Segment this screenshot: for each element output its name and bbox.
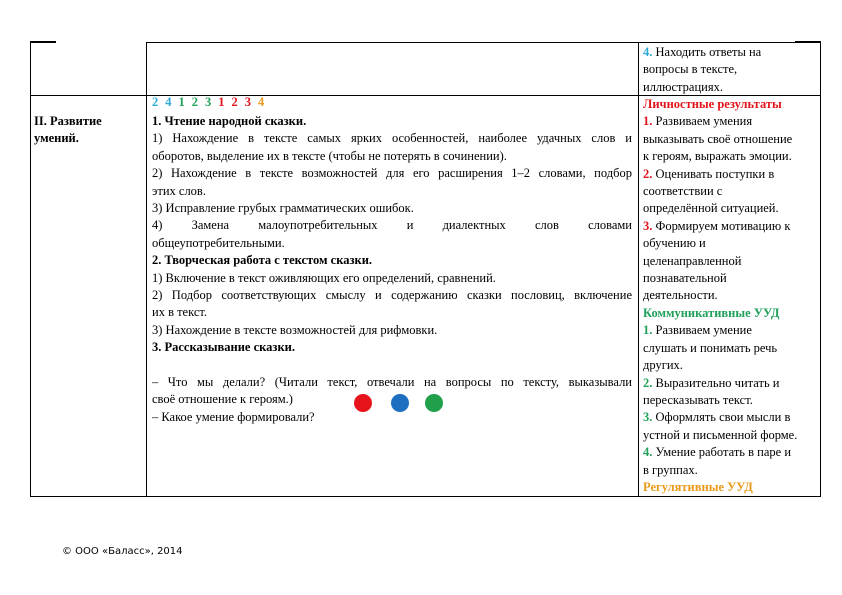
seq-num: 4 — [165, 95, 172, 109]
top-right-text-1: Находить ответы на — [655, 45, 762, 59]
number-sequence — [152, 95, 271, 110]
paragraph: оборотов, выделение их в тексте (чтобы не потерять в сочинении). — [152, 148, 507, 163]
result-text: деятельности. — [643, 288, 718, 303]
item-number: 4. — [643, 445, 653, 460]
stage-title-cont: умений. — [34, 131, 79, 146]
paragraph: 4) Замена малоупотребительных и диалектных слов словами — [152, 218, 632, 233]
seq-num: 2 — [191, 95, 198, 109]
seq-num: 4 — [258, 95, 265, 109]
item-number: 2. — [643, 166, 653, 181]
right-cell — [643, 96, 818, 496]
green-circle — [425, 394, 443, 412]
paragraph: 3) Исправление грубых грамматических ошибок. — [152, 201, 414, 216]
personal-results-heading: Личностные результаты — [643, 97, 782, 111]
result-text: пересказывать текст. — [643, 392, 753, 407]
item-number: 3. — [643, 410, 653, 425]
column-divider-1 — [146, 42, 147, 497]
paragraph: этих слов. — [152, 183, 206, 198]
spacer — [152, 357, 632, 374]
stage-title: II. Развитие — [34, 114, 102, 128]
middle-cell — [152, 113, 632, 426]
paragraph: общеупотребительными. — [152, 235, 285, 250]
item-number: 4. — [643, 45, 653, 59]
result-text: Умение работать в паре и — [655, 445, 792, 460]
result-text: в группах. — [643, 462, 698, 477]
top-right-text-2: вопросы в тексте, — [643, 62, 738, 77]
paragraph: своё отношение к героям.) — [152, 392, 293, 407]
seq-num: 1 — [178, 95, 185, 109]
table-top-border — [146, 42, 821, 43]
item-number: 3. — [643, 218, 653, 233]
table-top-tick-left — [30, 41, 56, 43]
paragraph: – Какое умение формировали? — [152, 409, 315, 424]
result-text: Развиваем умение — [655, 323, 752, 338]
paragraph: – Что мы делали? (Читали текст, отвечали на вопросы по тексту, выказывали — [152, 375, 632, 390]
result-text: к героям, выражать эмоции. — [643, 149, 792, 164]
paragraph: 2) Подбор соответствующих смыслу и содержанию сказки пословиц, включение — [152, 288, 632, 303]
item-number: 2. — [643, 375, 653, 390]
result-text: целенаправленной — [643, 253, 742, 268]
copyright-footer: © ООО «Баласс», 2014 — [62, 546, 183, 557]
communicative-heading: Коммуникативные УУД — [643, 305, 780, 320]
result-text: определённой ситуацией. — [643, 201, 779, 216]
seq-num: 3 — [205, 95, 212, 109]
section-heading-3: 3. Рассказывание сказки. — [152, 340, 295, 355]
result-text: Оформлять свои мысли в — [655, 410, 791, 425]
blue-circle — [391, 394, 409, 412]
result-text: слушать и понимать речь — [643, 340, 778, 355]
seq-num: 3 — [244, 95, 251, 109]
seq-num: 2 — [152, 95, 159, 109]
result-text: соответствии с — [643, 184, 723, 199]
stage-cell — [34, 113, 142, 148]
seq-num: 2 — [231, 95, 238, 109]
top-right-cell — [643, 44, 818, 96]
paragraph: 1) Включение в текст оживляющих его определений, сравнений. — [152, 270, 496, 285]
result-text: познавательной — [643, 271, 727, 286]
result-text: устной и письменной форме. — [643, 427, 798, 442]
paragraph: их в текст. — [152, 305, 208, 320]
result-text: Выразительно читать и — [655, 375, 780, 390]
red-circle — [354, 394, 372, 412]
result-text: Оценивать поступки в — [655, 166, 775, 181]
regulative-heading: Регулятивные УУД — [643, 479, 753, 494]
paragraph: 2) Нахождение в тексте возможностей для его расширения 1–2 словами, подбор — [152, 166, 632, 181]
result-text: Формируем мотивацию к — [655, 218, 791, 233]
seq-num: 1 — [218, 95, 225, 109]
section-heading-2: 2. Творческая работа с текстом сказки. — [152, 253, 373, 268]
item-number: 1. — [643, 323, 653, 338]
section-heading-1: 1. Чтение народной сказки. — [152, 114, 307, 128]
item-number: 1. — [643, 114, 653, 129]
top-right-text-3: иллюстрациях. — [643, 79, 723, 94]
paragraph: 3) Нахождение в тексте возможностей для рифмовки. — [152, 322, 438, 337]
column-divider-2 — [638, 42, 639, 497]
table-top-tick-right — [795, 41, 821, 43]
result-text: Развиваем умения — [655, 114, 753, 129]
result-text: других. — [643, 358, 683, 373]
result-text: обучению и — [643, 236, 706, 251]
paragraph: 1) Нахождение в тексте самых ярких особенностей, наиболее удачных слов и — [152, 131, 632, 146]
result-text: выказывать своё отношение — [643, 131, 793, 146]
